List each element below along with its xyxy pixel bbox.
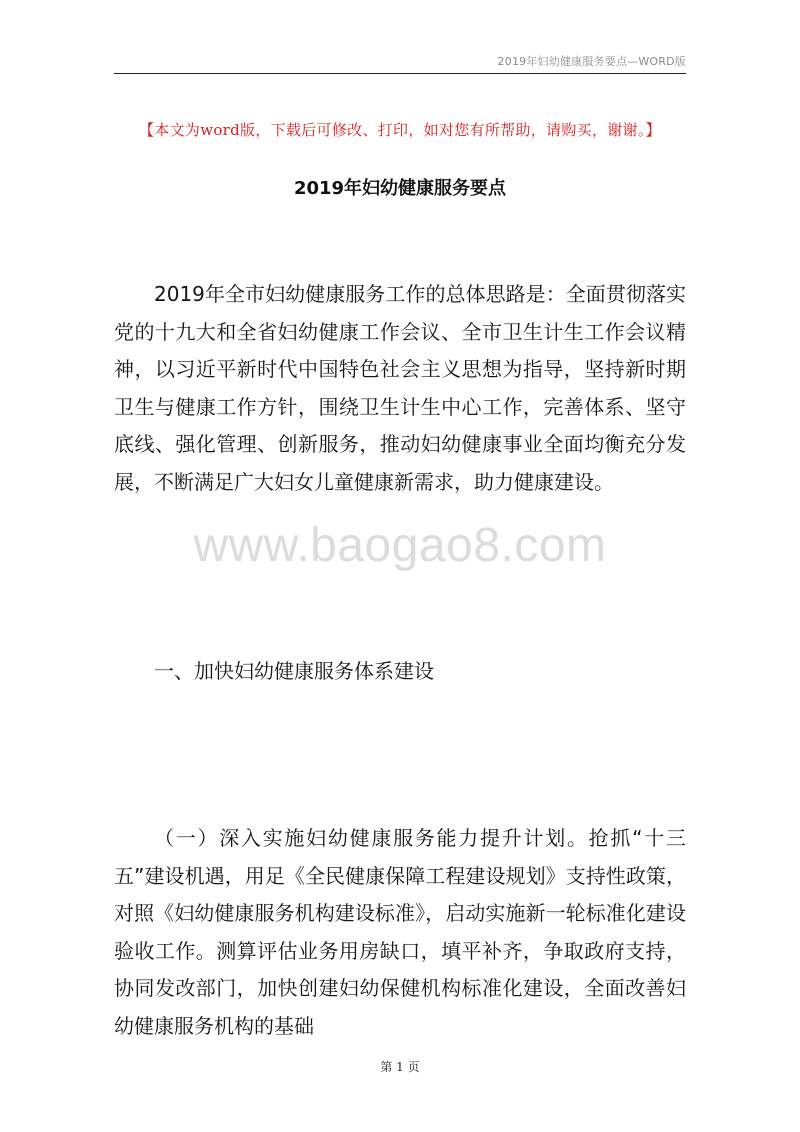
running-header: 2019年妇幼健康服务要点—WORD版 [497,55,686,68]
watermark: www.baogao8.com [193,519,607,572]
section-heading: 一、加快妇幼健康服务体系建设 [154,659,434,683]
subsection-paragraph: （一）深入实施妇幼健康服务能力提升计划。抢抓“十三五”建设机遇，用足《全民健康保障工程建设规划》支持性政策，对照《妇幼健康服务机构建设标准》，启动实施新一轮标准化建设验收工作。测算评估业务用房缺口，填平补齐，争取政府支持，协同发改部门，加快创建妇幼保健机构标准化建设，全面改善妇幼健康服务机构的基础 [114,826,686,1038]
document-title: 2019年妇幼健康服务要点 [293,178,507,199]
intro-paragraph: 2019年全市妇幼健康服务工作的总体思路是：全面贯彻落实党的十九大和全省妇幼健康工作会议、全市卫生计生工作会议精神，以习近平新时代中国特色社会主义思想为指导，坚持新时期卫生与健康工作方针，围绕卫生计生中心工作，完善体系、坚守底线、强化管理、创新服务，推动妇幼健康事业全面均衡充分发展，不断满足广大妇女儿童健康新需求，助力健康建设。 [114,282,686,494]
header-divider [114,73,686,74]
page-number: 第 1 页 [380,1060,420,1074]
purchase-notice: 【本文为word版，下载后可修改、打印，如对您有所帮助，请购买，谢谢。】 [139,121,661,139]
